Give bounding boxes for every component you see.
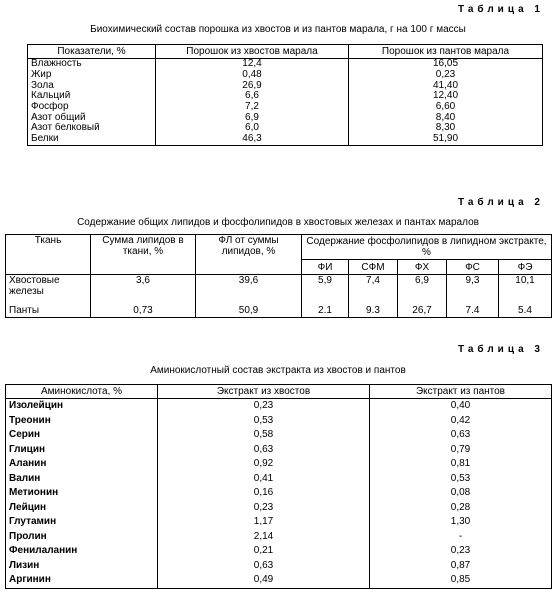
table1-cell: Влажность (28, 59, 156, 70)
table1-cell: 51,90 (432, 133, 459, 145)
table3-cell: 0,23 (158, 501, 370, 516)
table1-cell: 46,3 (156, 134, 349, 145)
table1-cell: 6,60 (435, 101, 456, 113)
table2-header-row (6, 235, 552, 260)
table-row (6, 515, 552, 530)
table3-cell: 0,58 (158, 428, 370, 443)
table1-title: Биохимический состав порошка из хвостов и из пантов марала, г на 100 г массы (90, 24, 466, 35)
table3-header: Экстракт из пантов (370, 385, 552, 399)
table3-cell: 0,28 (450, 501, 471, 513)
table2-subheader: ФС (447, 260, 499, 275)
table1-cell: 0,48 (156, 70, 349, 81)
table-row (6, 544, 552, 559)
table2-cell: 5,9 (302, 275, 349, 304)
table1-header: Порошок из хвостов марала (156, 45, 349, 59)
table3-cell: 0,63 (450, 429, 471, 441)
table-row (6, 559, 552, 574)
table1-header: Показатели, % (28, 45, 156, 59)
table3-cell: 0,23 (450, 545, 471, 557)
table-row (6, 399, 552, 414)
table-row (6, 486, 552, 501)
table1-cell: Белки (28, 134, 156, 145)
table2-header: Сумма липидов в ткани, % (91, 235, 196, 275)
table3-cell: Валин (6, 472, 158, 487)
table3-cell: 0,79 (450, 443, 471, 455)
table2-header: ФЛ от суммы липидов, % (196, 235, 302, 275)
table1-cell: 7,2 (156, 102, 349, 113)
table1-cell: 26,9 (156, 80, 349, 91)
table2-cell: 26,7 (398, 303, 447, 318)
table2-cell: 6,9 (398, 275, 447, 304)
table3-cell: 0,23 (158, 399, 370, 414)
table1-cell: Азот белковый (28, 123, 156, 134)
table2-subheader: ФИ (302, 260, 349, 275)
table3-cell: Серин (6, 428, 158, 443)
table3-cell: Глицин (6, 443, 158, 458)
table2-cell: 0,73 (91, 303, 196, 318)
table2-cell: Панты (6, 303, 91, 318)
table-row (6, 443, 552, 458)
table2-subheader: СФМ (349, 260, 398, 275)
table2 (5, 234, 552, 318)
table1-cell: Фосфор (28, 102, 156, 113)
table3-cell: 0,21 (158, 544, 370, 559)
table2-label: Таблица 2 (457, 197, 544, 208)
table3-cell: 0,63 (158, 559, 370, 574)
table1-header-row (28, 45, 543, 59)
table1-cell: 12,40 (432, 91, 459, 102)
table2-cell: 3,6 (91, 275, 196, 304)
table3-cell: 1,30 (450, 516, 471, 528)
table1-cell: 6,0 (156, 123, 349, 134)
table-row (6, 457, 552, 472)
table3-cell: 0,49 (158, 573, 370, 588)
table-row (28, 112, 543, 123)
table1-header: Порошок из пантов марала (349, 45, 543, 59)
table-row (28, 91, 543, 102)
table1-cell: Кальций (28, 91, 156, 102)
table3-cell: 0,42 (450, 414, 471, 426)
table3-cell: 0,53 (158, 414, 370, 429)
table-row (28, 59, 543, 70)
table3-cell: 0,08 (450, 487, 471, 499)
table2-cell: 9,3 (447, 275, 499, 304)
table2-cell: Хвостовые железы (6, 275, 91, 304)
table2-cell: 7,4 (349, 275, 398, 304)
table3-cell: Пролин (6, 530, 158, 545)
table3-cell: 2,14 (158, 530, 370, 545)
table1-cell: Азот общий (28, 112, 156, 123)
table3-cell: Фенилаланин (6, 544, 158, 559)
table2-subheader: ФЭ (499, 260, 552, 275)
table3-cell: 0,85 (450, 574, 471, 586)
table3-cell: Лизин (6, 559, 158, 574)
table-row (6, 530, 552, 545)
table-row (6, 414, 552, 429)
table3-cell: Аланин (6, 457, 158, 472)
table2-cell: 2.1 (302, 303, 349, 318)
table-row (28, 102, 543, 113)
table-row (6, 501, 552, 516)
table-row (6, 472, 552, 487)
table-row (28, 134, 543, 145)
table2-cell: 9.3 (349, 303, 398, 318)
table3-cell: 0,63 (158, 443, 370, 458)
table1-cell: 41,40 (432, 80, 459, 91)
table1-cell: 0,23 (435, 69, 456, 81)
table3-cell: 1,17 (158, 515, 370, 530)
table1 (27, 44, 543, 146)
table-row (6, 573, 552, 588)
table2-cell: 7.4 (447, 303, 499, 318)
table1-label: Таблица 1 (457, 4, 544, 15)
table-row (28, 70, 543, 81)
table-row (28, 123, 543, 134)
table3-cell: 0,41 (158, 472, 370, 487)
table1-cell: Жир (28, 70, 156, 81)
table1-cell: Зола (28, 80, 156, 91)
table3-cell: 0,92 (158, 457, 370, 472)
table3-cell: Аргинин (6, 573, 158, 588)
table3-cell: - (458, 530, 463, 542)
table3-cell: Метионин (6, 486, 158, 501)
table3-cell: 0,53 (450, 472, 471, 484)
table2-cell: 10,1 (499, 275, 552, 304)
table3 (5, 384, 552, 589)
table3-header: Аминокислота, % (6, 385, 158, 399)
table2-cell: 5.4 (499, 303, 552, 318)
table-row (6, 303, 552, 318)
table2-title: Содержание общих липидов и фосфолипидов в хвостовых железах и пантах маралов (77, 217, 479, 228)
table3-cell: 0,16 (158, 486, 370, 501)
table3-title: Аминокислотный состав экстракта из хвостов и пантов (150, 365, 406, 376)
table3-cell: Изолейцин (6, 399, 158, 414)
table3-cell: Глутамин (6, 515, 158, 530)
table1-cell: 6,6 (156, 91, 349, 102)
table1-cell: 8,30 (435, 123, 456, 134)
table3-header: Экстракт из хвостов (158, 385, 370, 399)
table3-header-row (6, 385, 552, 399)
table1-cell: 8,40 (435, 112, 456, 123)
table-row (6, 275, 552, 304)
table3-cell: 0,40 (450, 400, 471, 412)
table3-cell: Треонин (6, 414, 158, 429)
table3-label: Таблица 3 (457, 344, 544, 355)
table3-cell: 0,87 (450, 559, 471, 571)
table1-cell: 16,05 (432, 58, 459, 70)
table-row (28, 80, 543, 91)
table2-cell: 39,6 (196, 275, 302, 304)
table-row (6, 428, 552, 443)
table2-cell: 50,9 (196, 303, 302, 318)
table2-header: Ткань (6, 235, 91, 275)
table3-cell: Лейцин (6, 501, 158, 516)
table3-cell: 0,81 (450, 458, 471, 470)
table1-cell: 6,9 (156, 112, 349, 123)
table1-cell: 12,4 (156, 59, 349, 70)
table2-subheader: ФХ (398, 260, 447, 275)
table2-header: Содержание фосфолипидов в липидном экстракте, % (302, 235, 552, 260)
